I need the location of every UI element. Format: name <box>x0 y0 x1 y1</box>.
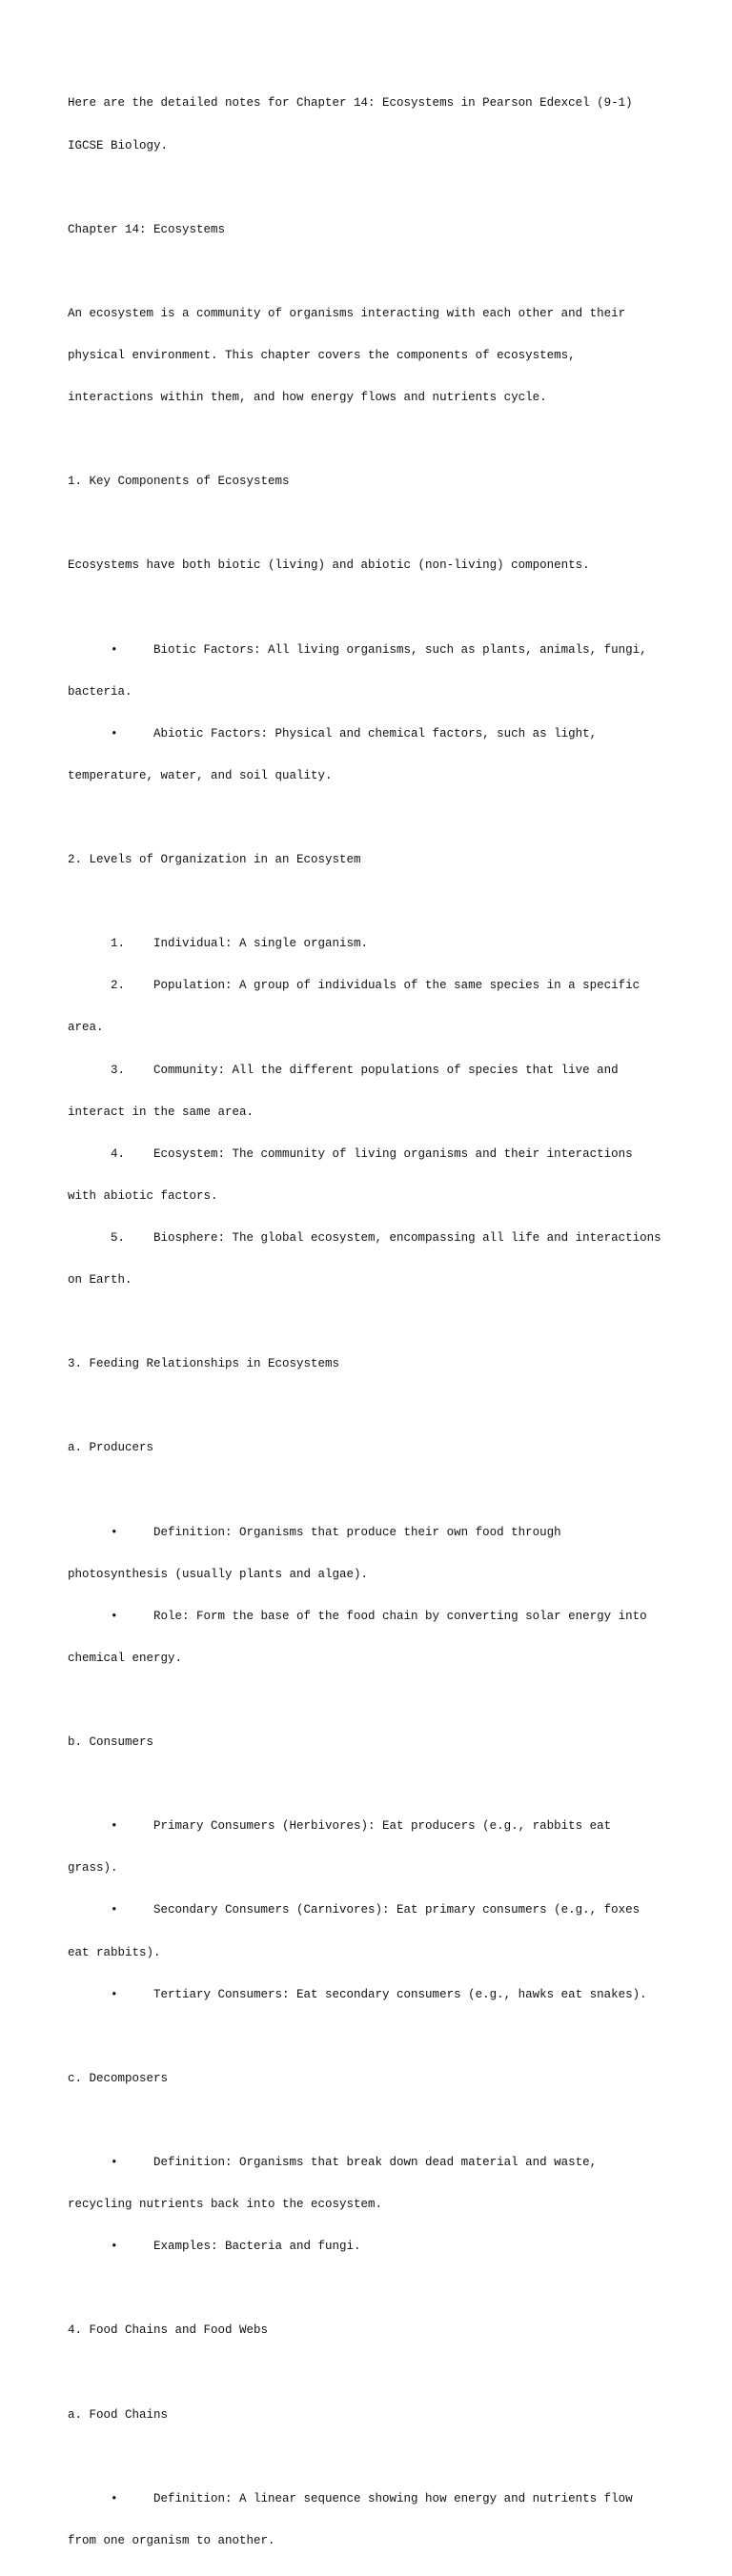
blank-line <box>68 181 678 195</box>
bullet-item: • Role: Form the base of the food chain by converting solar energy into <box>68 1609 647 1623</box>
blank-line <box>68 265 678 279</box>
subsection-heading: a. Producers <box>68 1441 154 1455</box>
bullet-item: • Examples: Bacteria and fungi. <box>68 2240 361 2254</box>
numbered-continuation: area. <box>68 1021 104 1035</box>
bullet-continuation: from one organism to another. <box>68 2533 275 2547</box>
blank-line <box>68 1694 678 1708</box>
blank-line <box>68 2365 678 2380</box>
bullet-item: • Tertiary Consumers: Eat secondary consumers (e.g., hawks eat snakes). <box>68 1987 647 2001</box>
overview-line-1: An ecosystem is a community of organisms interacting with each other and their <box>68 306 626 320</box>
numbered-item: 4. Ecosystem: The community of living organisms and their interactions <box>68 1146 633 1161</box>
numbered-continuation: with abiotic factors. <box>68 1188 218 1203</box>
section-heading-2: 2. Levels of Organization in an Ecosystem <box>68 853 361 867</box>
chapter-title: Chapter 14: Ecosystems <box>68 222 226 236</box>
bullet-continuation: photosynthesis (usually plants and algae). <box>68 1567 369 1581</box>
blank-line <box>68 2030 678 2044</box>
overview-line-3: interactions within them, and how energy flows and nutrients cycle. <box>68 391 547 405</box>
numbered-continuation: on Earth. <box>68 1273 132 1288</box>
blank-line <box>68 1315 678 1329</box>
bullet-item: • Secondary Consumers (Carnivores): Eat primary consumers (e.g., foxes <box>68 1903 640 1917</box>
subsection-heading: a. Food Chains <box>68 2407 169 2422</box>
bullet-item: • Primary Consumers (Herbivores): Eat producers (e.g., rabbits eat <box>68 1819 612 1834</box>
subsection-heading: b. Consumers <box>68 1735 154 1750</box>
section-heading-3: 3. Feeding Relationships in Ecosystems <box>68 1357 340 1371</box>
bullet-item: • Definition: A linear sequence showing how energy and nutrients flow <box>68 2491 633 2505</box>
blank-line <box>68 2114 678 2128</box>
paragraph-line: Ecosystems have both biotic (living) and abiotic (non-living) components. <box>68 558 590 573</box>
intro-line-1: Here are the detailed notes for Chapter 14: Ecosystems in Pearson Edexcel (9-1) <box>68 96 633 111</box>
blank-line <box>68 1399 678 1413</box>
blank-line <box>68 1484 678 1498</box>
blank-line <box>68 811 678 825</box>
bullet-item: • Definition: Organisms that produce their own food through <box>68 1525 561 1539</box>
bullet-continuation: eat rabbits). <box>68 1945 161 1959</box>
bullet-continuation: recycling nutrients back into the ecosystem. <box>68 2198 383 2212</box>
blank-line <box>68 601 678 616</box>
bullet-item: • Abiotic Factors: Physical and chemical factors, such as light, <box>68 726 598 740</box>
blank-line <box>68 433 678 447</box>
section-heading-4: 4. Food Chains and Food Webs <box>68 2323 269 2338</box>
intro-line-2: IGCSE Biology. <box>68 138 169 152</box>
numbered-item: 5. Biosphere: The global ecosystem, encompassing all life and interactions <box>68 1230 661 1245</box>
bullet-continuation: bacteria. <box>68 684 132 699</box>
subsection-heading: c. Decomposers <box>68 2071 169 2085</box>
blank-line <box>68 2282 678 2296</box>
bullet-continuation: temperature, water, and soil quality. <box>68 768 333 782</box>
numbered-item: 2. Population: A group of individuals of the same species in a specific <box>68 979 640 993</box>
bullet-continuation: chemical energy. <box>68 1651 183 1665</box>
numbered-item: 3. Community: All the different populations of species that live and <box>68 1063 619 1077</box>
overview-line-2: physical environment. This chapter covers the components of ecosystems, <box>68 348 576 362</box>
section-heading-1: 1. Key Components of Ecosystems <box>68 475 290 489</box>
blank-line <box>68 895 678 909</box>
numbered-continuation: interact in the same area. <box>68 1105 254 1119</box>
blank-line <box>68 517 678 531</box>
bullet-item: • Biotic Factors: All living organisms, such as plants, animals, fungi, <box>68 642 647 657</box>
bullet-item: • Definition: Organisms that break down dead material and waste, <box>68 2156 598 2169</box>
blank-line <box>68 1777 678 1792</box>
bullet-continuation: grass). <box>68 1861 118 1876</box>
document-body <box>68 69 678 2576</box>
blank-line <box>68 2450 678 2464</box>
numbered-item: 1. Individual: A single organism. <box>68 937 369 951</box>
